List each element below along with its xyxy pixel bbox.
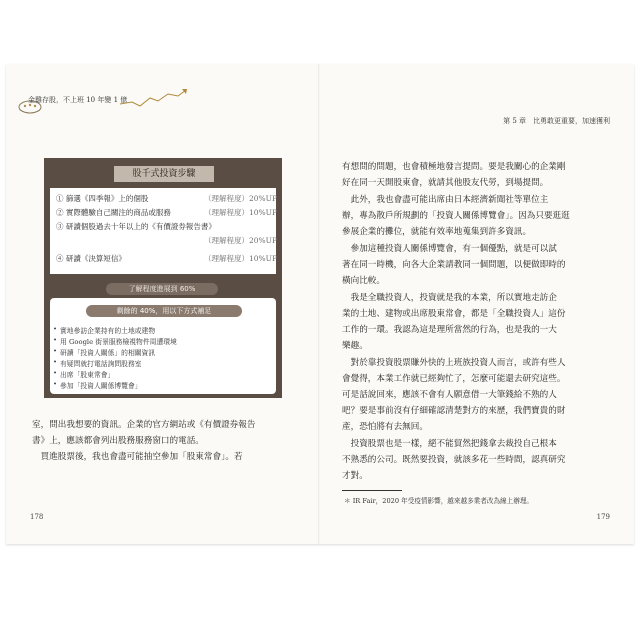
footnote-rule xyxy=(342,490,402,491)
body-line: 著在同一時機，向各大企業請教同一個問題，以便做即時的 xyxy=(342,260,566,270)
body-line: 對於靠投資股票賺外快的上班族投資人而言，或許有些人 xyxy=(342,358,566,368)
body-line: 室，問出我想要的資訊。企業的官方網站或《有價證券報告 xyxy=(32,420,256,430)
step-label: ④ 研讀《決算短信》 xyxy=(56,254,126,263)
body-line: 我是全職投資人，投資就是我的本業，所以實地走訪企 xyxy=(342,293,557,303)
page-number-right: 179 xyxy=(596,513,610,521)
method-item: • 用 Google 街景服務檢視物件周遭環境 xyxy=(60,336,177,346)
body-line: 此外，我也會盡可能出席由日本經濟新聞社等單位主 xyxy=(342,195,549,205)
footnote: ＊ IR Fair，2020 年受疫情影響，越來越多業者改為線上辦理。 xyxy=(344,497,534,505)
step-label: ① 篩選《四季報》上的個股 xyxy=(56,194,149,203)
step-gain: （理解程度）10%UP xyxy=(204,254,278,263)
body-line: 會覺得，本業工作就已經夠忙了，怎麼可能還去研究這些。 xyxy=(342,374,566,384)
body-line: 產，恐怕將有去無回。 xyxy=(342,422,428,432)
book-gutter xyxy=(318,64,320,544)
body-line: 買進股票後，我也會盡可能抽空參加「股東常會」。若 xyxy=(32,452,243,462)
method-item: • 出席「股東常會」 xyxy=(60,369,114,379)
body-line: 樂趣。 xyxy=(342,341,368,351)
body-line: 才對。 xyxy=(342,471,368,481)
running-header-right: 第 5 章 比勇敢更重要，加速獲利 xyxy=(503,117,610,125)
step-label: ② 實際體驗自己關注的商品或服務 xyxy=(56,208,171,217)
body-line: 可是話說回來，應該不會有人願意借一大筆錢給不熟的人 xyxy=(342,390,557,400)
body-line: 不熟悉的公司。既然要投資，就該多花一些時間，認真研究 xyxy=(342,455,566,465)
method-item: • 實地參訪企業持有的土地或建物 xyxy=(60,325,155,335)
running-header-left: 金雞存股，不上班 10 年變 1 億 xyxy=(28,96,128,104)
body-line: 工作的一環。我認為這是理所當然的行為，也是我的一大 xyxy=(342,325,557,335)
body-line: 業的土地、建物或出席股東常會，都是「全職投資人」這份 xyxy=(342,309,566,319)
method-item: • 研讀「投資人關係」的相關資訊 xyxy=(60,347,155,357)
body-line: 投資股票也是一樣，絕不能貿然把錢拿去裁投自己根本 xyxy=(342,439,557,449)
method-item: • 參加「投資人關係博覽會」 xyxy=(60,380,142,390)
page-number-left: 178 xyxy=(30,513,44,521)
body-line: 好在同一天開股東會，就請其他股友代勞，到場提問。 xyxy=(342,178,549,188)
body-line: 橫向比較。 xyxy=(342,276,385,286)
body-line: 參展企業的攤位，就能有效率地蒐集到許多資訊。 xyxy=(342,227,532,237)
progress-pill: 了解程度進展到 60% xyxy=(106,283,218,295)
step-gain: （理解程度）10%UP xyxy=(204,208,278,217)
method-item: • 有疑問就打電話詢問股務室 xyxy=(60,358,142,368)
body-line: 有想問的問題，也會積極地發言提問。要是我關心的企業剛 xyxy=(342,162,566,172)
steps-box-title: 股千式投資步驟 xyxy=(114,166,214,182)
body-line: 參加這種投資人關係博覽會，有一個優點，就是可以試 xyxy=(342,244,557,254)
step-gain: （理解程度）20%UP xyxy=(204,236,278,245)
trend-arrow-icon xyxy=(118,88,188,110)
remaining-pill: 剩餘的 40%，用以下方式補足 xyxy=(86,305,242,317)
body-line: 吧？要是事前沒有仔細確認清楚對方的來歷，我們寶貴的財 xyxy=(342,406,566,416)
step-label: ③ 研讀個股過去十年以上的《有價證券報告書》 xyxy=(56,222,216,231)
body-line: 書》上，應該都會列出股務服務窗口的電話。 xyxy=(32,436,204,446)
step-gain: （理解程度）20%UP xyxy=(204,194,278,203)
body-line: 辦，專為散戶所規劃的「投資人關係博覽會」。因為只要逛逛 xyxy=(342,211,570,221)
